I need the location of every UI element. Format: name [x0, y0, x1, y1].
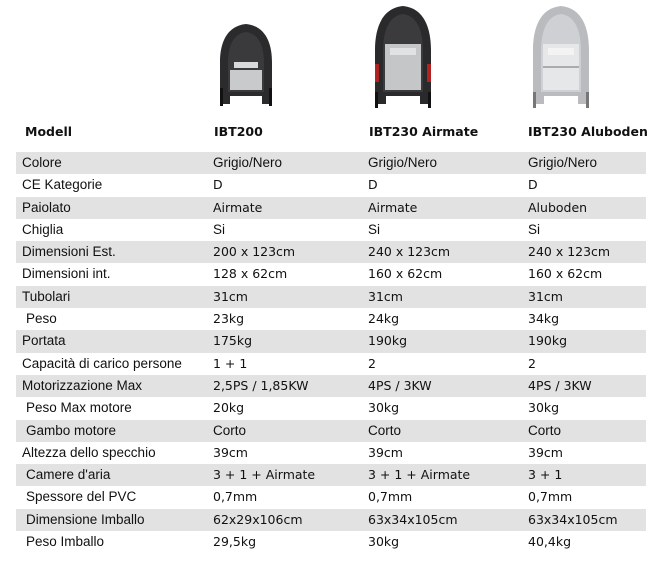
spec-table — [16, 152, 646, 553]
row-label: Tubolari — [22, 288, 71, 304]
cell-ibt200: 62x29x106cm — [213, 511, 303, 527]
row-label: Dimensioni Est. — [22, 244, 116, 260]
table-row — [16, 353, 646, 375]
cell-ibt230-aluboden: 30kg — [528, 400, 560, 416]
table-row — [16, 442, 646, 464]
cell-ibt200: 2,5PS / 1,85KW — [213, 377, 309, 393]
row-label: Paiolato — [22, 199, 71, 215]
cell-ibt200: Grigio/Nero — [213, 155, 283, 170]
cell-ibt230-airmate: D — [368, 177, 378, 193]
cell-ibt230-aluboden: 39cm — [528, 444, 563, 460]
cell-ibt230-airmate: 30kg — [368, 400, 400, 416]
cell-ibt230-aluboden: 190kg — [528, 333, 568, 349]
cell-ibt230-aluboden: 63x34x105cm — [528, 511, 618, 527]
cell-ibt230-airmate: 39cm — [368, 444, 403, 460]
table-row — [16, 286, 646, 308]
cell-ibt200: 175kg — [213, 333, 253, 349]
row-label: Peso — [26, 311, 57, 327]
cell-ibt230-aluboden: Corto — [528, 422, 562, 438]
cell-ibt230-airmate: Si — [368, 221, 381, 237]
header-model-ibt200: IBT200 — [214, 124, 263, 139]
cell-ibt230-airmate: 4PS / 3KW — [368, 377, 432, 393]
boat-image-ibt230-airmate — [370, 4, 436, 112]
row-label: Altezza dello specchio — [22, 444, 156, 460]
cell-ibt200: Si — [213, 221, 226, 237]
cell-ibt230-aluboden: 0,7mm — [528, 489, 573, 505]
table-row — [16, 152, 646, 174]
row-label: Motorizzazione Max — [22, 377, 143, 393]
table-row — [16, 531, 646, 553]
row-label: Dimensione Imballo — [26, 511, 145, 527]
row-label: Gambo motore — [26, 422, 117, 438]
boat-image-ibt230-aluboden — [528, 4, 594, 112]
header-model-ibt230-aluboden: IBT230 Aluboden — [528, 124, 648, 139]
cell-ibt200: 23kg — [213, 311, 245, 327]
cell-ibt230-aluboden: 40,4kg — [528, 534, 572, 550]
header-label-modell: Modell — [25, 124, 73, 139]
table-row — [16, 263, 646, 285]
cell-ibt230-aluboden: 34kg — [528, 311, 560, 327]
cell-ibt230-airmate: 24kg — [368, 311, 400, 327]
row-label: Peso Max motore — [26, 400, 132, 416]
row-label: Capacità di carico persone — [22, 355, 182, 371]
cell-ibt230-airmate: Grigio/Nero — [368, 155, 438, 170]
table-row — [16, 375, 646, 397]
cell-ibt230-aluboden: 31cm — [528, 288, 563, 304]
cell-ibt230-aluboden: Grigio/Nero — [528, 155, 598, 170]
cell-ibt230-aluboden: 3 + 1 — [528, 467, 563, 483]
table-row — [16, 464, 646, 486]
header-model-ibt230-airmate: IBT230 Airmate — [369, 124, 479, 139]
row-label: Portata — [22, 333, 66, 349]
cell-ibt230-airmate: Corto — [368, 422, 402, 438]
cell-ibt230-aluboden: 4PS / 3KW — [528, 377, 592, 393]
row-label: Spessore del PVC — [26, 489, 137, 505]
cell-ibt230-airmate: 63x34x105cm — [368, 511, 458, 527]
cell-ibt200: 31cm — [213, 288, 248, 304]
cell-ibt230-airmate: Airmate — [368, 199, 418, 215]
table-row — [16, 330, 646, 352]
cell-ibt200: 3 + 1 + Airmate — [213, 467, 316, 483]
cell-ibt230-airmate: 31cm — [368, 288, 403, 304]
cell-ibt230-airmate: 0,7mm — [368, 489, 413, 505]
cell-ibt230-aluboden: Aluboden — [528, 199, 588, 215]
boat-image-ibt200 — [214, 22, 278, 112]
cell-ibt230-airmate: 240 x 123cm — [368, 244, 451, 260]
cell-ibt230-aluboden: 160 x 62cm — [528, 266, 603, 282]
table-row — [16, 241, 646, 263]
cell-ibt230-airmate: 2 — [368, 355, 376, 371]
cell-ibt200: Corto — [213, 422, 247, 438]
row-label: Chiglia — [22, 221, 64, 237]
cell-ibt230-airmate: 3 + 1 + Airmate — [368, 467, 471, 483]
cell-ibt230-aluboden: D — [528, 177, 538, 193]
row-label: CE Kategorie — [22, 177, 103, 193]
cell-ibt200: D — [213, 177, 223, 193]
table-row — [16, 397, 646, 419]
table-row — [16, 219, 646, 241]
row-label: Peso Imballo — [26, 534, 105, 550]
cell-ibt200: 1 + 1 — [213, 355, 248, 371]
row-label: Colore — [22, 155, 62, 170]
table-row — [16, 174, 646, 196]
cell-ibt230-airmate: 30kg — [368, 534, 400, 550]
cell-ibt200: 29,5kg — [213, 534, 257, 550]
table-row — [16, 420, 646, 442]
table-row — [16, 509, 646, 531]
table-row — [16, 486, 646, 508]
table-row — [16, 197, 646, 219]
cell-ibt230-aluboden: Si — [528, 221, 541, 237]
cell-ibt200: 0,7mm — [213, 489, 258, 505]
cell-ibt200: 128 x 62cm — [213, 266, 288, 282]
cell-ibt230-airmate: 190kg — [368, 333, 408, 349]
cell-ibt200: Airmate — [213, 199, 263, 215]
cell-ibt230-airmate: 160 x 62cm — [368, 266, 443, 282]
row-label: Dimensioni int. — [22, 266, 111, 282]
cell-ibt200: 200 x 123cm — [213, 244, 296, 260]
row-label: Camere d'aria — [26, 467, 111, 483]
table-row — [16, 308, 646, 330]
table-header — [0, 122, 665, 142]
cell-ibt200: 39cm — [213, 444, 248, 460]
cell-ibt230-aluboden: 240 x 123cm — [528, 244, 611, 260]
cell-ibt230-aluboden: 2 — [528, 355, 536, 371]
cell-ibt200: 20kg — [213, 400, 245, 416]
